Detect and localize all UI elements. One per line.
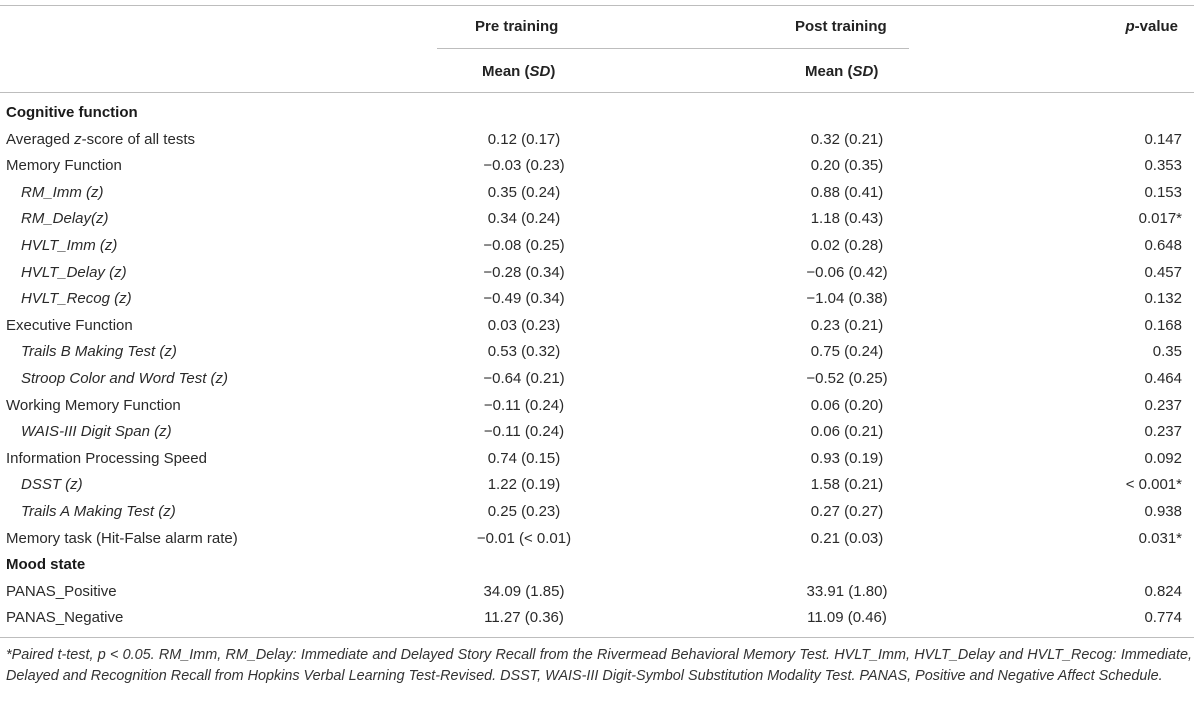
p-value: 0.092 bbox=[1144, 449, 1182, 467]
post-value: −1.04 (0.38) bbox=[806, 290, 888, 308]
pre-value: −0.28 (0.34) bbox=[483, 263, 565, 281]
row-label: Working Memory Function bbox=[6, 396, 181, 414]
table-row bbox=[0, 499, 1194, 525]
row-label: RM_Delay(z) bbox=[21, 210, 109, 228]
pre-value: 0.34 (0.24) bbox=[487, 210, 561, 228]
post-value: 0.06 (0.21) bbox=[810, 423, 884, 441]
post-value: 33.91 (1.80) bbox=[806, 582, 888, 600]
row-label: Trails A Making Test (z) bbox=[21, 503, 176, 520]
table-top-rule bbox=[0, 5, 1194, 6]
post-value: 0.88 (0.41) bbox=[810, 183, 884, 201]
pre-value: −0.03 (0.23) bbox=[483, 157, 565, 175]
pre-value: −0.11 (0.24) bbox=[483, 396, 565, 414]
header-p-value bbox=[1125, 18, 1178, 35]
table-row bbox=[0, 313, 1194, 339]
p-value: 0.648 bbox=[1144, 237, 1182, 254]
table-row bbox=[0, 579, 1194, 605]
pre-value: 1.22 (0.19) bbox=[487, 476, 561, 494]
table-row bbox=[0, 446, 1194, 472]
row-label: RM_Imm (z) bbox=[21, 183, 104, 201]
row-label-part: z bbox=[74, 130, 82, 148]
post-value: 0.23 (0.21) bbox=[810, 316, 884, 334]
row-label-part: -score of all tests bbox=[81, 130, 195, 148]
post-value: 0.32 (0.21) bbox=[810, 130, 884, 148]
row-label: HVLT_Delay (z) bbox=[21, 263, 127, 281]
row-label: PANAS_Negative bbox=[6, 609, 124, 627]
table-row bbox=[0, 419, 1194, 445]
p-value: 0.031* bbox=[1138, 529, 1182, 547]
p-value: 0.237 bbox=[1144, 423, 1182, 441]
table-footnote: *Paired t-test, p < 0.05. RM_Imm, RM_Delay: Immediate and Delayed Story Recall from the Rivermead Behavioral Memory Test. HVLT_Imm, HVLT_Delay and HVLT_Recog: Immediate, Delayed and Recognition Recall from Hopkins Verbal Learning Test-Revised. DSST, WAIS-III Digit-Symbol Substitution Modality Test. PANAS, Positive and Negative Affect Schedule. bbox=[6, 647, 1192, 684]
p-value: 0.464 bbox=[1144, 370, 1182, 387]
row-label: Stroop Color and Word Test (z) bbox=[21, 370, 229, 387]
table-row bbox=[0, 233, 1194, 259]
row-label-part: Averaged bbox=[6, 130, 75, 148]
post-value: 0.27 (0.27) bbox=[810, 503, 884, 520]
post-value: 0.06 (0.20) bbox=[810, 396, 884, 414]
mean-label: Mean ( bbox=[805, 63, 853, 80]
post-value: 1.58 (0.21) bbox=[810, 476, 884, 494]
pre-value: 0.03 (0.23) bbox=[487, 316, 561, 334]
row-label: Mood state bbox=[6, 556, 86, 574]
row-label: HVLT_Recog (z) bbox=[21, 290, 132, 308]
table-row bbox=[0, 526, 1194, 552]
post-value: 0.02 (0.28) bbox=[810, 237, 884, 254]
pre-value: 0.25 (0.23) bbox=[487, 503, 561, 520]
table-row bbox=[0, 393, 1194, 419]
post-value: 0.93 (0.19) bbox=[810, 449, 884, 467]
p-value: 0.237 bbox=[1144, 396, 1182, 414]
pre-value: 0.53 (0.32) bbox=[487, 343, 561, 361]
table-row bbox=[0, 180, 1194, 206]
section-header-row bbox=[0, 100, 1194, 126]
p-value: 0.353 bbox=[1144, 157, 1182, 175]
mean-label: Mean ( bbox=[482, 63, 530, 80]
table-row bbox=[0, 286, 1194, 312]
pre-value: −0.11 (0.24) bbox=[483, 423, 565, 441]
section-header-row bbox=[0, 552, 1194, 578]
pre-value: 0.74 (0.15) bbox=[487, 449, 561, 467]
table-row bbox=[0, 366, 1194, 392]
p-value: 0.147 bbox=[1144, 130, 1182, 148]
table-bottom-rule bbox=[0, 637, 1194, 638]
header-post-training: Post training bbox=[795, 18, 887, 35]
p-value: 0.824 bbox=[1144, 582, 1182, 600]
p-value: 0.017* bbox=[1138, 210, 1182, 228]
table-row bbox=[0, 339, 1194, 365]
post-value: 0.20 (0.35) bbox=[810, 157, 884, 175]
mean-close: ) bbox=[550, 63, 556, 80]
post-value: −0.52 (0.25) bbox=[806, 370, 888, 387]
row-label: DSST (z) bbox=[21, 476, 83, 494]
sd-label: SD bbox=[529, 63, 551, 80]
header-subrule bbox=[437, 48, 909, 49]
row-label bbox=[6, 130, 195, 149]
table-row bbox=[0, 472, 1194, 498]
pre-value: 0.12 (0.17) bbox=[487, 130, 561, 148]
p-value: 0.35 bbox=[1152, 343, 1182, 361]
p-value: 0.938 bbox=[1144, 503, 1182, 520]
p-value: 0.774 bbox=[1144, 609, 1182, 627]
table-row bbox=[0, 206, 1194, 232]
sd-label: SD bbox=[852, 63, 874, 80]
p-value: 0.168 bbox=[1144, 316, 1182, 334]
pre-value: −0.08 (0.25) bbox=[483, 237, 565, 254]
table-row bbox=[0, 127, 1194, 153]
post-value: 0.75 (0.24) bbox=[810, 343, 884, 361]
pre-value: −0.01 (< 0.01) bbox=[476, 529, 572, 547]
row-label: Information Processing Speed bbox=[6, 449, 207, 467]
post-value: 1.18 (0.43) bbox=[810, 210, 884, 228]
pre-value: 0.35 (0.24) bbox=[487, 183, 561, 201]
row-label: Memory Function bbox=[6, 157, 122, 175]
post-value: −0.06 (0.42) bbox=[806, 263, 888, 281]
pre-value: −0.64 (0.21) bbox=[483, 370, 565, 387]
table-row bbox=[0, 605, 1194, 631]
header-post-mean-sd bbox=[805, 63, 878, 80]
row-label: WAIS-III Digit Span (z) bbox=[21, 423, 172, 441]
p-value: 0.457 bbox=[1144, 263, 1182, 281]
p-value: 0.132 bbox=[1144, 290, 1182, 308]
pre-value: 11.27 (0.36) bbox=[484, 609, 564, 627]
row-label: Trails B Making Test (z) bbox=[21, 343, 177, 361]
pre-value: −0.49 (0.34) bbox=[483, 290, 565, 308]
post-value: 11.09 (0.46) bbox=[807, 609, 887, 627]
table-row bbox=[0, 153, 1194, 179]
header-pre-training: Pre training bbox=[475, 18, 559, 35]
header-p-suffix: -value bbox=[1134, 18, 1178, 35]
pre-value: 34.09 (1.85) bbox=[483, 582, 565, 600]
p-value: < 0.001* bbox=[1125, 476, 1182, 494]
table-row bbox=[0, 260, 1194, 286]
row-label: PANAS_Positive bbox=[6, 582, 117, 600]
row-label: Executive Function bbox=[6, 316, 133, 334]
p-value: 0.153 bbox=[1144, 183, 1182, 201]
header-bottom-rule bbox=[0, 92, 1194, 93]
row-label: Cognitive function bbox=[6, 104, 138, 121]
row-label: Memory task (Hit-False alarm rate) bbox=[6, 529, 238, 547]
header-pre-mean-sd bbox=[482, 63, 555, 80]
row-label: HVLT_Imm (z) bbox=[21, 237, 118, 254]
mean-close: ) bbox=[873, 63, 879, 80]
post-value: 0.21 (0.03) bbox=[810, 529, 884, 547]
header-p-italic: p bbox=[1125, 18, 1135, 35]
